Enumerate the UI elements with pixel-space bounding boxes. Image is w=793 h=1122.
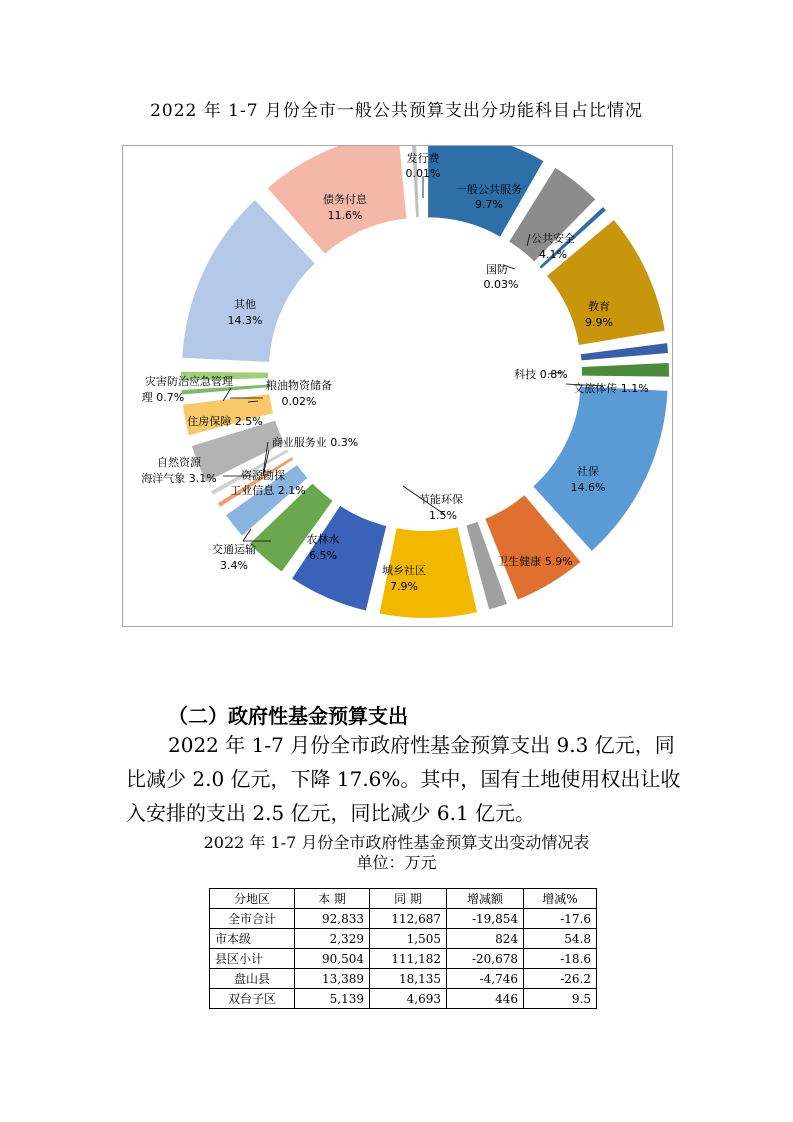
header-region: 分地区 [210,889,295,909]
label-keji: 科技 0.8% [514,368,568,381]
label-liangyou-value: 0.02% [281,395,317,408]
label-weisheng: 卫生健康 5.9% [497,555,573,568]
cell-change-pct: 9.5 [524,989,597,1009]
donut-slice [581,343,668,360]
cell-current: 5,139 [295,989,370,1009]
cell-change-pct: -26.2 [524,969,597,989]
label-zhufang: 住房保障 2.5% [187,415,263,428]
label-ziran-line2: 海洋气象 3.1% [141,472,217,485]
label-shangye: 商业服务业 0.3% [271,436,359,449]
donut-svg [123,146,674,628]
label-yiban-name: 一般公共服务 [456,183,522,196]
label-zaihai-line2: 理 0.7% [141,391,185,404]
label-gonggong-name: 公共安全 [531,232,575,245]
cell-change: -20,678 [447,949,524,969]
label-shebao-name: 社保 [577,465,599,478]
label-nonglin-value: 6.5% [309,549,337,562]
label-faxing-name: 发行费 [406,152,440,165]
label-zhaiwu-value: 11.6% [327,209,363,222]
cell-region: 全市合计 [210,909,295,929]
section-heading: （二）政府性基金预算支出 [168,704,408,728]
cell-change-pct: -18.6 [524,949,597,969]
cell-previous: 18,135 [370,969,447,989]
cell-previous: 111,182 [370,949,447,969]
donut-slice [533,386,667,550]
label-guofang-name: 国防 [486,263,508,276]
label-jieneng-value: 1.5% [429,509,457,522]
label-qita-value: 14.3% [227,314,263,327]
section-paragraph: 2022 年 1-7 月份全市政府性基金预算支出 9.3 亿元，同比减少 2.0 亿元，下降 17.6%。其中，国有土地使用权出让收入安排的支出 2.5 亿元，同比减少 6.1 亿元。 [126,733,681,825]
table-unit: 单位：万元 [356,853,437,872]
label-jiaotong-value: 3.4% [220,559,248,572]
label-zaihai-line1: 灾害防治应急管理 [145,375,233,388]
label-nonglin-name: 农林水 [306,533,340,546]
table-row [210,969,597,989]
cell-current: 13,389 [295,969,370,989]
table-header-row [210,889,597,909]
header-previous: 同 期 [370,889,447,909]
cell-change: -4,746 [447,969,524,989]
label-jieneng-name: 节能环保 [419,493,463,506]
cell-change: 824 [447,929,524,949]
cell-region: 市本级 [210,929,295,949]
label-guofang-value: 0.03% [483,278,519,291]
table-row [210,929,597,949]
label-ziyuan: 资源勘探 [241,469,285,482]
table-row [210,909,597,929]
label-zhaiwu-name: 债务付息 [323,193,367,206]
label-faxing-value: 0.01% [405,167,441,180]
cell-region: 盘山县 [210,969,295,989]
cell-region: 县区小计 [210,949,295,969]
label-wenlv: 文旅体传 1.1% [573,382,649,395]
label-liangyou-name: 粮油物资储备 [266,379,332,392]
label-jiaoyu-name: 教育 [588,300,610,313]
label-shebao-value: 14.6% [570,481,606,494]
label-gonggong-value: 4.1% [539,248,567,261]
cell-current: 92,833 [295,909,370,929]
table-row [210,949,597,969]
cell-region: 双台子区 [210,989,295,1009]
table-row [210,989,597,1009]
label-chengxiang-name: 城乡社区 [382,564,426,577]
donut-slice [582,363,669,377]
donut-chart [122,145,673,627]
label-gongye: 工业信息 2.1% [230,484,306,497]
header-change: 增减额 [447,889,524,909]
label-jiaotong-name: 交通运输 [212,543,256,556]
label-jiaoyu-value: 9.9% [585,316,613,329]
label-chengxiang-value: 7.9% [390,580,418,593]
label-qita-name: 其他 [234,298,256,311]
cell-change-pct: 54.8 [524,929,597,949]
cell-change-pct: -17.6 [524,909,597,929]
cell-previous: 112,687 [370,909,447,929]
label-yiban-value: 9.7% [475,198,503,211]
fund-expenditure-table [209,888,597,1009]
cell-current: 90,504 [295,949,370,969]
chart-title: 2022 年 1-7 月份全市一般公共预算支出分功能科目占比情况 [150,101,643,121]
cell-change: -19,854 [447,909,524,929]
label-ziran-line1: 自然资源 [157,456,201,469]
donut-slice [182,200,314,362]
header-change-pct: 增减% [524,889,597,909]
cell-current: 2,329 [295,929,370,949]
table-title: 2022 年 1-7 月份全市政府性基金预算支出变动情况表 [203,833,590,852]
cell-previous: 1,505 [370,929,447,949]
cell-change: 446 [447,989,524,1009]
cell-previous: 4,693 [370,989,447,1009]
header-current: 本 期 [295,889,370,909]
